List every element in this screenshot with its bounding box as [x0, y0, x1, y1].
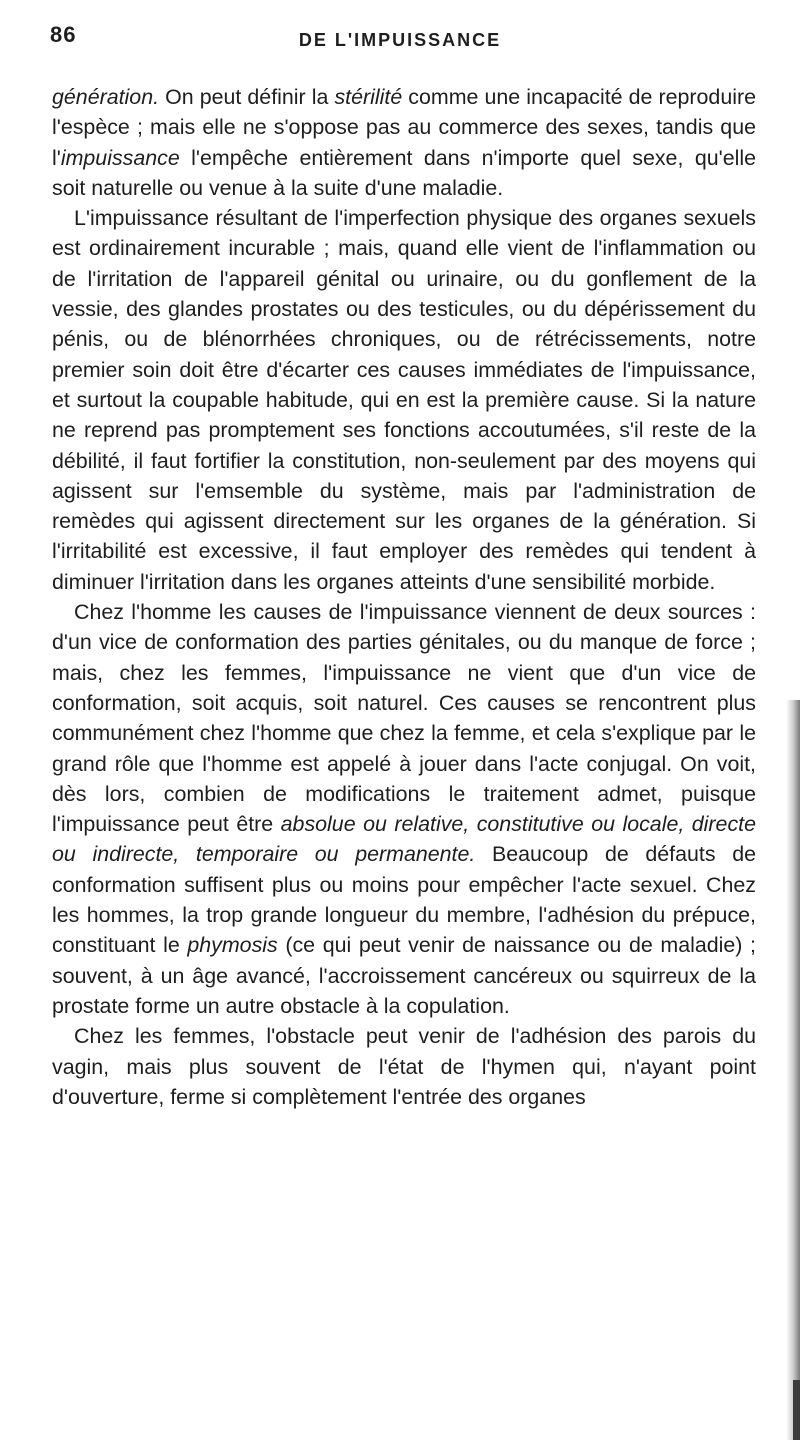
running-head: DE L'IMPUISSANCE	[298, 30, 502, 50]
text-run: l'empêche entièrement dans n'importe quel sexe, qu'elle soit naturelle ou venue à la suite d'une maladie.	[52, 145, 756, 200]
paragraph-1	[52, 82, 756, 203]
paragraph-4	[52, 1021, 756, 1112]
text-run: L'impuissance résultant de l'imperfection physique des organes sexuels est ordinairement incurable ; mais, quand elle vient de l'inflammation ou de l'irritation de l'appareil génital ou urinaire, ou du gonflement de la vessie, des glandes prostates ou des testicules, ou du dépérissement du pénis, ou de blénorrhées chroniques, ou de rétrécissements, notre premier soin doit être d'écarter ces causes immédiates de l'impuissance, et surtout la coupable habitude, qui en est la première cause. Si la nature ne reprend pas promptement ses fonctions accoutumées, s'il reste de la débilité, il faut fortifier la constitution, non-seulement par des moyens qui agissent sur l'emsemble du système, mais par l'administration de remèdes qui agissent directement sur les organes de la génération. Si l'irritabilité est excessive, il faut employer des remèdes qui tendent à diminuer l'irritation dans les organes atteints d'une sensibilité morbide.	[52, 206, 756, 594]
italic-run: absolue ou relative, constitutive ou locale, directe ou indirecte, temporaire ou permanente.	[52, 812, 756, 867]
italic-run: phymosis	[187, 933, 278, 958]
paragraph-2	[52, 203, 756, 597]
text-run: Beaucoup de défauts de conformation suffisent plus ou moins pour empêcher l'acte sexuel. Chez les hommes, la trop grande longueur du membre, l'adhésion du prépuce, constituant le	[52, 842, 756, 958]
text-run: Chez les femmes, l'obstacle peut venir de l'adhésion des parois du vagin, mais plus souvent de l'état de l'hymen qui, n'ayant point d'ouverture, ferme si complètement l'entrée des organes	[52, 1024, 756, 1109]
page-edge-shadow	[786, 700, 800, 1440]
page-edge-dark	[793, 1380, 800, 1440]
italic-run: génération.	[52, 85, 160, 109]
text-run: comme une incapacité de reproduire l'espèce ; mais elle ne s'oppose pas au commerce des sexes, tandis que l'	[52, 85, 756, 170]
body-text	[52, 82, 756, 1112]
paragraph-3	[52, 597, 756, 1021]
text-run: On peut définir la	[159, 85, 335, 109]
italic-run: stérilité	[334, 85, 403, 109]
text-run: (ce qui peut venir de naissance ou de maladie) ; souvent, à un âge avancé, l'accroissement cancéreux ou squirreux de la prostate forme un autre obstacle à la copulation.	[52, 933, 756, 1018]
text-run: Chez l'homme les causes de l'impuissance viennent de deux sources : d'un vice de conformation des parties génitales, ou du manque de force ; mais, chez les femmes, l'impuissance ne vient que d'un vice de conformation, soit acquis, soit naturel. Ces causes se rencontrent plus communément chez l'homme que chez la femme, et cela s'explique par le grand rôle que l'homme est appelé à jouer dans l'acte conjugal. On voit, dès lors, combien de modifications le traitement admet, puisque l'impuissance peut être	[52, 600, 756, 837]
italic-run: impuissance	[60, 145, 180, 170]
page-number: 86	[50, 22, 77, 47]
